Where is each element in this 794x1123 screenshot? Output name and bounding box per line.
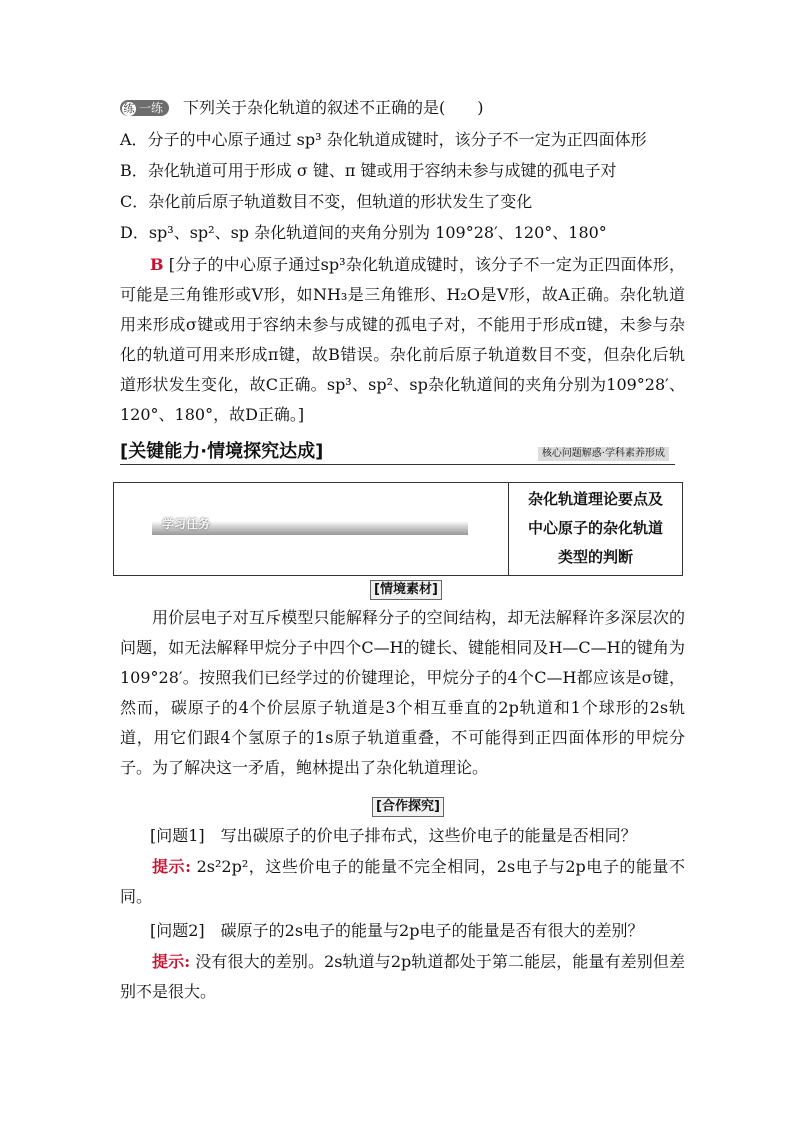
task-title-line-2: 中心原子的杂化轨道	[527, 519, 663, 537]
material-text: 用价层电子对互斥模型只能解释分子的空间结构，却无法解释许多深层次的问题，如无法解释甲烷分子中四个C—H的键长、键能相同及H—C—H的键角为109°28′。按照我们已经学过的价键理论，甲烷分子的4个C—H都应该是σ键，然而，碳原子的4个价层原子轨道是3个相互垂直的2p轨道和1个球形的2s轨道，用它们跟4个氢原子的1s原子轨道重叠，不可能得到正四面体形的甲烷分子。为了解决这一矛盾，鲍林提出了杂化轨道理论。	[120, 608, 685, 777]
practice-badge-icon: 练	[123, 102, 135, 115]
practice-badge-text: 一练	[139, 101, 164, 115]
section-header	[120, 440, 675, 465]
learning-task-label	[152, 517, 468, 535]
hint-label-2: 提示:	[152, 952, 191, 971]
answer-letter: B	[150, 255, 164, 274]
hint-2	[120, 947, 685, 1007]
task-title-line-1: 杂化轨道理论要点及	[527, 490, 663, 508]
hint-text-2: 没有很大的差别。2s轨道与2p轨道都处于第二能层，能量有差别但差别不是很大。	[120, 952, 685, 1001]
question-1: [问题1] 写出碳原子的价电子排布式，这些价电子的能量是否相同？	[150, 826, 637, 845]
practice-question	[120, 98, 484, 118]
hint-label-1: 提示:	[152, 857, 191, 876]
option-d: D．sp³、sp²、sp 杂化轨道间的夹角分别为 109°28′、120°、180°	[120, 223, 607, 242]
practice-badge	[120, 100, 169, 116]
task-title-line-3: 类型的判断	[557, 548, 633, 566]
option-a: A．分子的中心原子通过 sp³ 杂化轨道成键时，该分子不一定为正四面体形	[120, 130, 647, 149]
task-title	[509, 485, 682, 572]
question-2: [问题2] 碳原子的2s电子的能量与2p电子的能量是否有很大的差别？	[150, 921, 644, 940]
question-text: 下列关于杂化轨道的叙述不正确的是( )	[183, 98, 484, 117]
section-title: [关键能力·情境探究达成]	[120, 441, 324, 462]
learning-task-text: 学习任务	[162, 517, 211, 531]
answer-explanation	[120, 250, 685, 430]
learning-task-box	[113, 482, 683, 576]
cooperation-tag: [合作探究]	[372, 797, 444, 817]
section-subtitle: 核心问题解惑·学科素养形成	[538, 447, 669, 461]
option-c: C．杂化前后原子轨道数目不变，但轨道的形状发生了变化	[120, 192, 533, 211]
explanation-text: [分子的中心原子通过sp³杂化轨道成键时，该分子不一定为正四面体形，可能是三角锥形或V形，如NH₃是三角锥形、H₂O是V形，故A正确。杂化轨道用来形成σ键或用于容纳未参与成键的孤电子对，不能用于形成π键，未参与杂化的轨道可用来形成π键，故B错误。杂化前后原子轨道数目不变，但杂化后轨道形状发生变化，故C正确。sp³、sp²、sp杂化轨道间的夹角分别为109°28′、120°、180°，故D正确。]	[120, 255, 685, 424]
hint-1	[120, 852, 685, 912]
material-tag: [情境素材]	[370, 580, 442, 600]
hint-text-1: 2s²2p²，这些价电子的能量不完全相同，2s电子与2p电子的能量不同。	[120, 857, 685, 906]
option-b: B．杂化轨道可用于形成 σ 键、π 键或用于容纳未参与成键的孤电子对	[120, 161, 617, 180]
